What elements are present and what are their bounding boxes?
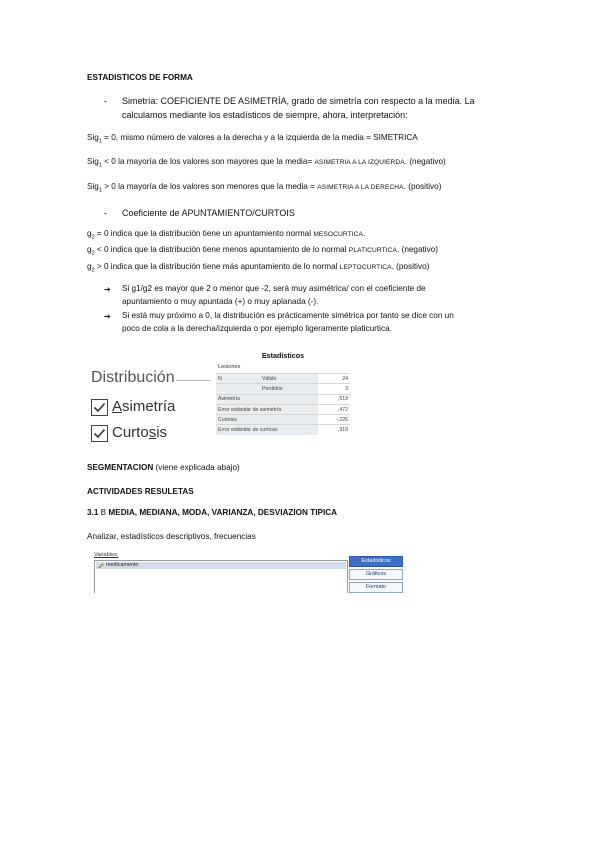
line-prefix: Sig — [87, 182, 99, 191]
estadisticos-button[interactable]: Estadísticos — [349, 556, 403, 567]
table-variable: Lesiones — [218, 364, 241, 370]
line-classification: PLATICURTICA — [348, 247, 398, 254]
line-classification: ASIMETRIA A LA IZQUIERDA — [314, 159, 405, 166]
arrow-item-line: apuntamiento o muy apuntada (+) o muy aplanada (-). — [122, 297, 319, 306]
row-label: Error estándar de asimetría — [216, 404, 318, 414]
line-subscript: 2 — [91, 267, 95, 274]
menu-path-text: Analizar, estadísticos descriptivos, frecuencias — [87, 532, 256, 541]
spss-distribution-options — [88, 369, 208, 449]
variable-name: medicamento — [106, 562, 139, 568]
line-subscript: 2 — [91, 234, 95, 241]
asimetria-checkbox[interactable] — [91, 399, 108, 416]
row-label: Asimetría — [216, 394, 318, 404]
line-subscript: 1 — [98, 187, 102, 194]
arrow-item-line: Si está muy próximo a 0, la distribución es prácticamente simétrica por tanto se dice con un — [122, 311, 454, 320]
line-prefix: Sig — [87, 133, 99, 142]
line-body: = 0 indica que la distribución tiene un apuntamiento normal — [94, 229, 314, 238]
line-suffix: . — [363, 229, 366, 238]
spss-button-column — [349, 556, 403, 592]
line-suffix: . (positivo) — [391, 262, 430, 271]
checkmark-icon — [92, 426, 107, 441]
line-classification: LEPTOCURTICA — [339, 264, 392, 271]
line-subscript: 2 — [91, 250, 95, 257]
line-body: > 0 la mayoría de los valores son menores que la media = — [101, 182, 318, 191]
row-value: ,918 — [318, 425, 350, 435]
line-body: < 0 la mayoría de los valores son mayores que la media= — [101, 157, 315, 166]
line-body: > 0 indica que la distribución tiene más apuntamiento de lo normal — [94, 262, 340, 271]
line-suffix: . (positivo) — [403, 182, 442, 191]
row-value: -,226 — [318, 415, 350, 425]
checkmark-icon — [92, 400, 107, 415]
curtosis-checkbox[interactable] — [91, 425, 108, 442]
table-row — [216, 425, 350, 435]
asymmetry-line — [87, 157, 446, 169]
line-subscript: 1 — [98, 162, 102, 169]
row-label: Curtosis — [216, 415, 318, 425]
row-value: 24 — [318, 374, 350, 384]
arrow-icon: ➔ — [104, 312, 111, 321]
row-value: ,519 — [318, 394, 350, 404]
bullet-text-line: Coeficiente de APUNTAMIENTO/CURTOIS — [122, 208, 295, 218]
arrow-item-line: poco de cola a la derecha/izquierda o por ejemplo ligeramente platicurtica. — [122, 324, 392, 333]
distribution-title: Distribución — [91, 369, 175, 386]
row-label: Error estándar de curtosis — [216, 425, 318, 435]
curtosis-label[interactable]: Curtosis — [112, 424, 168, 441]
line-classification: = SIMETRICA — [366, 133, 418, 142]
formato-button[interactable]: Formato — [349, 582, 403, 593]
asymmetry-line — [87, 133, 418, 145]
spss-variables-panel — [93, 552, 348, 592]
graficos-button[interactable]: Gráficos — [349, 569, 403, 580]
table-row — [216, 374, 350, 384]
variables-label: Variables: — [94, 552, 119, 558]
line-prefix: g — [87, 245, 92, 254]
arrow-icon: ➔ — [104, 285, 111, 294]
table-title: Estadísticos — [261, 351, 305, 360]
line-prefix: Sig — [87, 157, 99, 166]
segmentacion-line: SEGMENTACION (viene explicada abajo) — [87, 463, 240, 472]
variables-list[interactable] — [94, 560, 348, 593]
table-row — [216, 404, 350, 414]
variable-row[interactable] — [96, 562, 346, 569]
kurtosis-line — [87, 245, 438, 257]
row-sublabel: Válido — [260, 374, 318, 384]
section-heading: ESTADISTICOS DE FORMA — [87, 73, 193, 82]
statistics-grid — [216, 373, 350, 435]
arrow-item-line: Si g1/g2 es mayor que 2 o menor que -2, será muy asimétrica/ con el coeficiente de — [122, 284, 426, 293]
divider — [176, 380, 210, 381]
bullet-dash: - — [104, 208, 107, 218]
statistics-table — [216, 351, 350, 447]
table-row — [216, 384, 350, 394]
row-label: N — [216, 374, 260, 384]
row-value: ,472 — [318, 404, 350, 414]
bullet-dash: - — [104, 96, 107, 106]
line-prefix: g — [87, 262, 92, 271]
row-sublabel: Perdidos — [260, 384, 318, 394]
kurtosis-line — [87, 229, 365, 241]
row-value: 3 — [318, 384, 350, 394]
kurtosis-line — [87, 262, 429, 274]
line-classification: MESOCURTICA — [313, 231, 364, 238]
table-row — [216, 394, 350, 404]
actividades-heading: ACTIVIDADES RESULETAS — [87, 487, 194, 496]
bullet-text-line: Simetría: COEFICIENTE DE ASIMETRÍA, grado de simetría con respecto a la media. La — [122, 96, 475, 106]
line-body: < 0 indica que la distribución tiene menos apuntamiento de lo normal — [94, 245, 349, 254]
table-row — [216, 415, 350, 425]
line-prefix: g — [87, 229, 92, 238]
section-3-1-heading: 3.1 B MEDIA, MEDIANA, MODA, VARIANZA, DESVIAZION TIPICA — [87, 508, 338, 517]
row-label — [216, 384, 260, 394]
line-subscript: 1 — [98, 138, 102, 145]
line-body: = 0, mismo número de valores a la derecha y a la izquierda de la media — [101, 133, 367, 142]
scale-variable-icon — [98, 563, 104, 568]
line-suffix: . (negativo) — [404, 157, 446, 166]
line-classification: ASIMETRIA A LA DERECHA — [317, 184, 404, 191]
asimetria-label[interactable]: Asimetría — [112, 398, 176, 415]
asymmetry-line — [87, 182, 441, 194]
line-suffix: . (negativo) — [397, 245, 439, 254]
bullet-text-line: calculamos mediante los estadísticos de siempre, ahora, interpretación: — [122, 110, 408, 120]
